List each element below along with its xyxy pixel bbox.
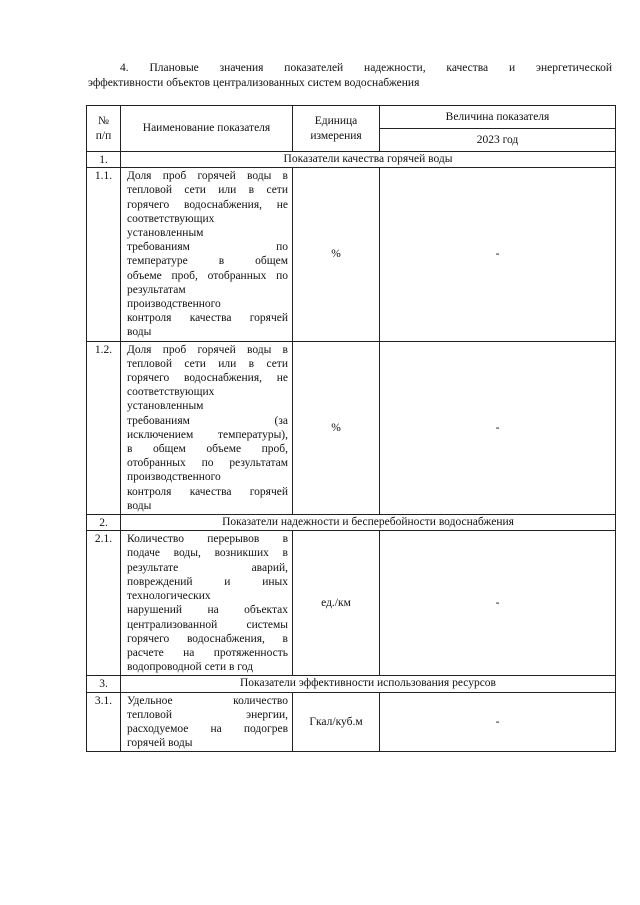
indicator-name-line: контроля качества горячей	[127, 312, 288, 325]
indicator-number: 3.1.	[87, 692, 121, 752]
indicator-name-line: горячего водоснабжения, не	[127, 372, 288, 385]
indicator-name	[121, 692, 293, 752]
section-row	[87, 676, 616, 692]
indicator-name-line: Доля проб горячей воды в	[127, 343, 288, 356]
header-num-line-2: п/п	[95, 129, 112, 142]
indicator-unit: Гкал/куб.м	[293, 692, 380, 752]
section-title: Показатели эффективности использования ресурсов	[121, 676, 616, 692]
indicator-value: -	[380, 341, 616, 514]
indicator-name-line: расходуемое на подогрев	[127, 722, 288, 735]
indicator-value: -	[380, 692, 616, 752]
header-year: 2023 год	[380, 129, 616, 152]
indicator-name-line: горячей воды	[127, 737, 193, 750]
header-unit	[293, 106, 380, 152]
indicator-name-line: результате аварий,	[127, 561, 288, 574]
indicator-name-line: Количество перерывов в	[127, 533, 288, 546]
indicator-name-line: производственного	[127, 298, 221, 311]
header-num-line-1: №	[98, 115, 109, 128]
indicator-name	[121, 531, 293, 676]
indicator-name-line: производственного	[127, 471, 221, 484]
indicator-name-line: расчете на протяженность	[127, 646, 288, 659]
heading-line-2: эффективности объектов централизованных систем водоснабжения	[88, 77, 420, 89]
indicator-name-line: отобранных по результатам	[127, 457, 288, 470]
section-title: Показатели качества горячей воды	[121, 152, 616, 168]
indicator-value: -	[380, 168, 616, 341]
indicator-name-line: объеме проб, отобранных по	[127, 269, 288, 282]
indicator-name-line: соответствующих	[127, 386, 215, 399]
indicator-number: 1.1.	[87, 168, 121, 341]
indicator-name-line: подаче воды, возникших в	[127, 547, 288, 560]
indicator-name	[121, 341, 293, 514]
indicator-name-line: горячего водоснабжения, в	[127, 632, 288, 645]
indicator-name-line: воды	[127, 499, 152, 512]
header-value: Величина показателя	[380, 106, 616, 129]
indicator-name-line: исключением температуры),	[127, 428, 288, 441]
indicator-name	[121, 168, 293, 341]
indicator-name-line: тепловой сети или в сети	[127, 184, 288, 197]
indicator-name-line: нарушений на объектах	[127, 604, 288, 617]
header-row-1	[87, 106, 616, 129]
indicator-name-line: тепловой энергии,	[127, 708, 288, 721]
indicator-name-line: централизованной системы	[127, 618, 288, 631]
indicator-name-line: контроля качества горячей	[127, 485, 288, 498]
indicator-row	[87, 692, 616, 752]
heading-line-1: 4. Плановые значения показателей надежности, качества и энергетической	[120, 62, 612, 74]
indicator-name-line: тепловой сети или в сети	[127, 357, 288, 370]
indicator-name-line: повреждений и иных	[127, 575, 288, 588]
indicator-row	[87, 341, 616, 514]
header-unit-line-1: Единица	[314, 115, 358, 128]
header-unit-line-2: измерения	[310, 129, 362, 142]
indicator-name-line: результатам	[127, 283, 186, 296]
indicator-row	[87, 168, 616, 341]
indicator-name-line: воды	[127, 326, 152, 339]
indicator-value: -	[380, 531, 616, 676]
section-row	[87, 515, 616, 531]
indicator-number: 1.2.	[87, 341, 121, 514]
indicator-unit: %	[293, 341, 380, 514]
section-title: Показатели надежности и бесперебойности водоснабжения	[121, 515, 616, 531]
indicator-unit: %	[293, 168, 380, 341]
indicator-name-line: горячего водоснабжения, не	[127, 198, 288, 211]
section-number: 1.	[87, 152, 121, 168]
indicator-name-line: установленным	[127, 400, 204, 413]
indicator-name-line: в общем объеме проб,	[127, 443, 288, 456]
section-row	[87, 152, 616, 168]
section-heading	[88, 61, 612, 91]
indicator-unit: ед./км	[293, 531, 380, 676]
indicator-number: 2.1.	[87, 531, 121, 676]
indicators-table	[86, 105, 616, 752]
section-number: 2.	[87, 515, 121, 531]
header-name: Наименование показателя	[121, 106, 293, 152]
indicator-name-line: Удельное количество	[127, 694, 288, 707]
indicator-name-line: требованиям (за	[127, 414, 288, 427]
header-num	[87, 106, 121, 152]
indicator-row	[87, 531, 616, 676]
indicator-name-line: соответствующих	[127, 212, 215, 225]
indicator-name-line: требованиям по	[127, 241, 288, 254]
indicator-name-line: температуре в общем	[127, 255, 288, 268]
indicator-name-line: водопроводной сети в год	[127, 661, 253, 674]
indicator-name-line: Доля проб горячей воды в	[127, 170, 288, 183]
indicator-name-line: технологических	[127, 590, 211, 603]
section-number: 3.	[87, 676, 121, 692]
indicator-name-line: установленным	[127, 227, 204, 240]
